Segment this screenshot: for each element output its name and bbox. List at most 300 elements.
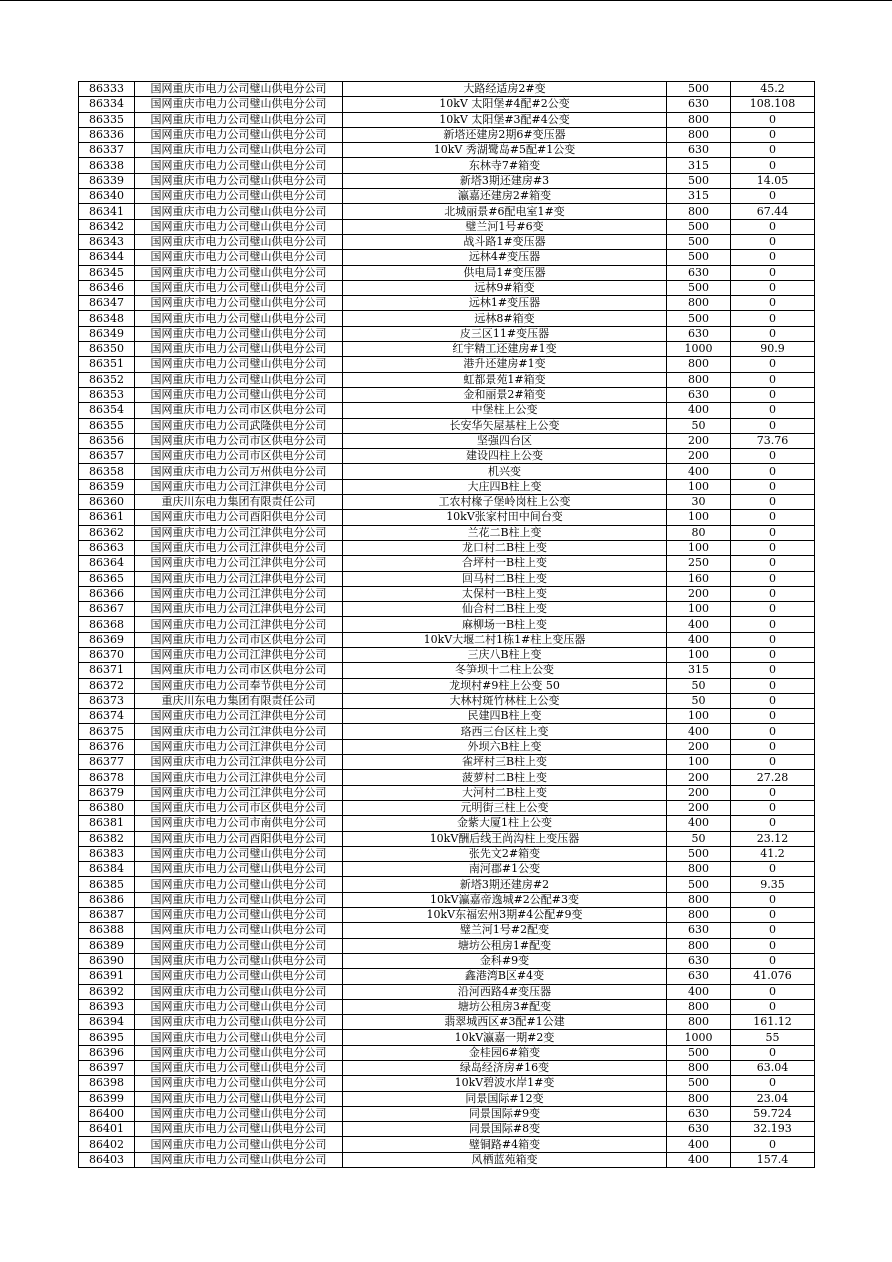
- cell-capacity: 630: [667, 969, 731, 984]
- cell-id: 86386: [79, 892, 135, 907]
- cell-transformer-name: 10kV碧波水岸1#变: [343, 1076, 667, 1091]
- cell-id: 86383: [79, 846, 135, 861]
- cell-company: 国网重庆市电力公司市区供电分公司: [135, 403, 343, 418]
- cell-transformer-name: 皮三区11#变压器: [343, 326, 667, 341]
- cell-transformer-name: 绿岛经济房#16变: [343, 1061, 667, 1076]
- cell-value: 0: [731, 709, 815, 724]
- cell-capacity: 200: [667, 739, 731, 754]
- cell-value: 0: [731, 586, 815, 601]
- cell-value: 0: [731, 189, 815, 204]
- cell-value: 0: [731, 617, 815, 632]
- table-row: [79, 357, 815, 372]
- cell-capacity: 100: [667, 755, 731, 770]
- cell-company: 国网重庆市电力公司江津供电分公司: [135, 479, 343, 494]
- cell-capacity: 800: [667, 204, 731, 219]
- cell-transformer-name: 远林4#变压器: [343, 250, 667, 265]
- cell-transformer-name: 战斗路1#变压器: [343, 234, 667, 249]
- cell-id: 86337: [79, 143, 135, 158]
- table-row: [79, 678, 815, 693]
- cell-value: 0: [731, 296, 815, 311]
- cell-id: 86369: [79, 632, 135, 647]
- cell-company: 国网重庆市电力公司江津供电分公司: [135, 602, 343, 617]
- cell-capacity: 800: [667, 908, 731, 923]
- cell-company: 国网重庆市电力公司江津供电分公司: [135, 556, 343, 571]
- cell-capacity: 400: [667, 617, 731, 632]
- cell-value: 0: [731, 449, 815, 464]
- cell-capacity: 500: [667, 877, 731, 892]
- cell-id: 86357: [79, 449, 135, 464]
- cell-company: 国网重庆市电力公司璧山供电分公司: [135, 234, 343, 249]
- table-row: [79, 296, 815, 311]
- table-row: [79, 540, 815, 555]
- cell-value: 0: [731, 999, 815, 1014]
- cell-transformer-name: 金桂园6#箱变: [343, 1045, 667, 1060]
- cell-value: 0: [731, 1045, 815, 1060]
- cell-transformer-name: 鑫港湾B区#4变: [343, 969, 667, 984]
- table-row: [79, 510, 815, 525]
- cell-value: 9.35: [731, 877, 815, 892]
- cell-company: 国网重庆市电力公司江津供电分公司: [135, 540, 343, 555]
- table-row: [79, 372, 815, 387]
- cell-transformer-name: 合坪村一B柱上变: [343, 556, 667, 571]
- cell-id: 86393: [79, 999, 135, 1014]
- top-rule: [0, 0, 892, 1]
- table-row: [79, 556, 815, 571]
- cell-company: 国网重庆市电力公司江津供电分公司: [135, 525, 343, 540]
- cell-transformer-name: 机兴变: [343, 464, 667, 479]
- cell-value: 0: [731, 525, 815, 540]
- cell-value: 157.4: [731, 1152, 815, 1167]
- cell-capacity: 630: [667, 326, 731, 341]
- cell-capacity: 400: [667, 816, 731, 831]
- table-row: [79, 1137, 815, 1152]
- cell-transformer-name: 龙口村二B柱上变: [343, 540, 667, 555]
- cell-transformer-name: 菠萝村二B柱上变: [343, 770, 667, 785]
- cell-capacity: 800: [667, 296, 731, 311]
- cell-value: 55: [731, 1030, 815, 1045]
- cell-capacity: 200: [667, 433, 731, 448]
- cell-transformer-name: 10kV东福宏州3期#4公配#9变: [343, 908, 667, 923]
- table-row: [79, 326, 815, 341]
- cell-id: 86381: [79, 816, 135, 831]
- cell-company: 国网重庆市电力公司璧山供电分公司: [135, 112, 343, 127]
- cell-capacity: 800: [667, 112, 731, 127]
- cell-id: 86363: [79, 540, 135, 555]
- cell-value: 0: [731, 540, 815, 555]
- table-row: [79, 908, 815, 923]
- table-row: [79, 800, 815, 815]
- cell-transformer-name: 大河村二B柱上变: [343, 785, 667, 800]
- cell-value: 59.724: [731, 1106, 815, 1121]
- cell-value: 90.9: [731, 342, 815, 357]
- cell-id: 86374: [79, 709, 135, 724]
- cell-capacity: 500: [667, 846, 731, 861]
- cell-value: 0: [731, 724, 815, 739]
- cell-company: 国网重庆市电力公司璧山供电分公司: [135, 1152, 343, 1167]
- cell-capacity: 160: [667, 571, 731, 586]
- cell-transformer-name: 长安华矢屋基柱上公变: [343, 418, 667, 433]
- cell-value: 73.76: [731, 433, 815, 448]
- cell-capacity: 400: [667, 984, 731, 999]
- cell-company: 国网重庆市电力公司江津供电分公司: [135, 571, 343, 586]
- cell-value: 27.28: [731, 770, 815, 785]
- cell-id: 86389: [79, 938, 135, 953]
- transformer-table: [78, 81, 815, 1168]
- cell-value: 67.44: [731, 204, 815, 219]
- cell-company: 重庆川东电力集团有限责任公司: [135, 495, 343, 510]
- cell-capacity: 200: [667, 800, 731, 815]
- cell-company: 国网重庆市电力公司奉节供电分公司: [135, 678, 343, 693]
- cell-id: 86401: [79, 1122, 135, 1137]
- cell-value: 41.076: [731, 969, 815, 984]
- cell-transformer-name: 沿河西路4#变压器: [343, 984, 667, 999]
- cell-transformer-name: 大林村斑竹林柱上公变: [343, 693, 667, 708]
- cell-company: 国网重庆市电力公司璧山供电分公司: [135, 1106, 343, 1121]
- cell-value: 0: [731, 234, 815, 249]
- cell-transformer-name: 港升还建房#1变: [343, 357, 667, 372]
- table-row: [79, 479, 815, 494]
- cell-transformer-name: 太保村一B柱上变: [343, 586, 667, 601]
- table-row: [79, 82, 815, 97]
- cell-company: 国网重庆市电力公司市南供电分公司: [135, 816, 343, 831]
- cell-company: 国网重庆市电力公司璧山供电分公司: [135, 1045, 343, 1060]
- table-row: [79, 663, 815, 678]
- cell-capacity: 100: [667, 602, 731, 617]
- cell-company: 国网重庆市电力公司璧山供电分公司: [135, 219, 343, 234]
- cell-value: 63.04: [731, 1061, 815, 1076]
- cell-company: 国网重庆市电力公司璧山供电分公司: [135, 862, 343, 877]
- cell-company: 国网重庆市电力公司璧山供电分公司: [135, 938, 343, 953]
- table-row: [79, 97, 815, 112]
- cell-capacity: 400: [667, 632, 731, 647]
- cell-id: 86375: [79, 724, 135, 739]
- cell-transformer-name: 新塔3期还建房#3: [343, 173, 667, 188]
- cell-company: 国网重庆市电力公司璧山供电分公司: [135, 1015, 343, 1030]
- cell-transformer-name: 璧兰河1号#6变: [343, 219, 667, 234]
- cell-id: 86368: [79, 617, 135, 632]
- cell-capacity: 500: [667, 1076, 731, 1091]
- cell-value: 23.12: [731, 831, 815, 846]
- cell-id: 86372: [79, 678, 135, 693]
- table-row: [79, 342, 815, 357]
- cell-capacity: 400: [667, 464, 731, 479]
- cell-transformer-name: 南河郡#1公变: [343, 862, 667, 877]
- cell-value: 0: [731, 647, 815, 662]
- cell-company: 国网重庆市电力公司酉阳供电分公司: [135, 510, 343, 525]
- cell-value: 108.108: [731, 97, 815, 112]
- cell-capacity: 630: [667, 923, 731, 938]
- cell-value: 0: [731, 938, 815, 953]
- cell-capacity: 315: [667, 158, 731, 173]
- cell-value: 45.2: [731, 82, 815, 97]
- cell-value: 0: [731, 372, 815, 387]
- cell-company: 国网重庆市电力公司江津供电分公司: [135, 724, 343, 739]
- cell-id: 86392: [79, 984, 135, 999]
- cell-transformer-name: 同景国际#8变: [343, 1122, 667, 1137]
- table-row: [79, 1045, 815, 1060]
- cell-id: 86385: [79, 877, 135, 892]
- cell-capacity: 800: [667, 372, 731, 387]
- table-row: [79, 953, 815, 968]
- cell-transformer-name: 东林寺7#箱变: [343, 158, 667, 173]
- table-row: [79, 127, 815, 142]
- cell-company: 国网重庆市电力公司武隆供电分公司: [135, 418, 343, 433]
- cell-capacity: 400: [667, 724, 731, 739]
- cell-transformer-name: 坚强四台区: [343, 433, 667, 448]
- cell-id: 86352: [79, 372, 135, 387]
- cell-value: 0: [731, 663, 815, 678]
- cell-company: 国网重庆市电力公司璧山供电分公司: [135, 189, 343, 204]
- cell-capacity: 630: [667, 1122, 731, 1137]
- cell-id: 86388: [79, 923, 135, 938]
- cell-capacity: 800: [667, 127, 731, 142]
- cell-id: 86349: [79, 326, 135, 341]
- cell-company: 国网重庆市电力公司璧山供电分公司: [135, 265, 343, 280]
- table-row: [79, 999, 815, 1014]
- cell-value: 0: [731, 923, 815, 938]
- cell-id: 86343: [79, 234, 135, 249]
- cell-id: 86345: [79, 265, 135, 280]
- cell-capacity: 400: [667, 403, 731, 418]
- cell-id: 86346: [79, 280, 135, 295]
- cell-value: 0: [731, 280, 815, 295]
- cell-value: 0: [731, 265, 815, 280]
- cell-transformer-name: 璧铜路#4箱变: [343, 1137, 667, 1152]
- cell-capacity: 800: [667, 357, 731, 372]
- cell-value: 0: [731, 127, 815, 142]
- cell-transformer-name: 新塔还建房2期6#变压器: [343, 127, 667, 142]
- cell-capacity: 800: [667, 1015, 731, 1030]
- cell-company: 重庆川东电力集团有限责任公司: [135, 693, 343, 708]
- cell-transformer-name: 三庆八B柱上变: [343, 647, 667, 662]
- cell-company: 国网重庆市电力公司璧山供电分公司: [135, 204, 343, 219]
- cell-value: 14.05: [731, 173, 815, 188]
- table-row: [79, 1015, 815, 1030]
- cell-id: 86395: [79, 1030, 135, 1045]
- cell-capacity: 500: [667, 219, 731, 234]
- cell-capacity: 500: [667, 250, 731, 265]
- cell-company: 国网重庆市电力公司江津供电分公司: [135, 739, 343, 754]
- cell-capacity: 630: [667, 143, 731, 158]
- cell-value: 41.2: [731, 846, 815, 861]
- table-row: [79, 143, 815, 158]
- cell-value: 0: [731, 632, 815, 647]
- cell-id: 86351: [79, 357, 135, 372]
- cell-id: 86347: [79, 296, 135, 311]
- cell-id: 86348: [79, 311, 135, 326]
- cell-value: 0: [731, 755, 815, 770]
- cell-id: 86378: [79, 770, 135, 785]
- cell-transformer-name: 兰花二B柱上变: [343, 525, 667, 540]
- cell-id: 86370: [79, 647, 135, 662]
- table-row: [79, 647, 815, 662]
- cell-value: 0: [731, 143, 815, 158]
- cell-company: 国网重庆市电力公司璧山供电分公司: [135, 311, 343, 326]
- cell-capacity: 800: [667, 892, 731, 907]
- cell-capacity: 315: [667, 189, 731, 204]
- cell-transformer-name: 大路经适房2#变: [343, 82, 667, 97]
- table-row: [79, 617, 815, 632]
- table-row: [79, 387, 815, 402]
- cell-capacity: 100: [667, 510, 731, 525]
- cell-transformer-name: 龙坝村#9柱上公变 50: [343, 678, 667, 693]
- table-row: [79, 816, 815, 831]
- cell-id: 86355: [79, 418, 135, 433]
- cell-transformer-name: 璧兰河1号#2配变: [343, 923, 667, 938]
- cell-transformer-name: 金紫大厦1柱上公变: [343, 816, 667, 831]
- cell-id: 86340: [79, 189, 135, 204]
- cell-capacity: 400: [667, 1137, 731, 1152]
- cell-capacity: 200: [667, 770, 731, 785]
- cell-capacity: 250: [667, 556, 731, 571]
- table-row: [79, 632, 815, 647]
- cell-id: 86390: [79, 953, 135, 968]
- cell-company: 国网重庆市电力公司璧山供电分公司: [135, 387, 343, 402]
- table-row: [79, 1152, 815, 1167]
- cell-capacity: 800: [667, 999, 731, 1014]
- cell-company: 国网重庆市电力公司璧山供电分公司: [135, 999, 343, 1014]
- cell-value: 0: [731, 800, 815, 815]
- cell-transformer-name: 新塔3期还建房#2: [343, 877, 667, 892]
- cell-company: 国网重庆市电力公司江津供电分公司: [135, 709, 343, 724]
- cell-id: 86400: [79, 1106, 135, 1121]
- table-row: [79, 204, 815, 219]
- cell-transformer-name: 10kV瀛嘉一期#2变: [343, 1030, 667, 1045]
- table-row: [79, 265, 815, 280]
- table-row: [79, 693, 815, 708]
- cell-id: 86402: [79, 1137, 135, 1152]
- cell-company: 国网重庆市电力公司璧山供电分公司: [135, 143, 343, 158]
- cell-id: 86380: [79, 800, 135, 815]
- table-row: [79, 785, 815, 800]
- table-row: [79, 449, 815, 464]
- cell-capacity: 200: [667, 449, 731, 464]
- table-row: [79, 158, 815, 173]
- cell-value: 0: [731, 678, 815, 693]
- cell-transformer-name: 10kV 太阳堡#3配#4公变: [343, 112, 667, 127]
- cell-id: 86367: [79, 602, 135, 617]
- cell-id: 86334: [79, 97, 135, 112]
- cell-company: 国网重庆市电力公司璧山供电分公司: [135, 1030, 343, 1045]
- cell-company: 国网重庆市电力公司璧山供电分公司: [135, 173, 343, 188]
- cell-capacity: 800: [667, 1061, 731, 1076]
- cell-id: 86359: [79, 479, 135, 494]
- cell-value: 0: [731, 326, 815, 341]
- cell-id: 86358: [79, 464, 135, 479]
- cell-transformer-name: 建设四柱上公变: [343, 449, 667, 464]
- cell-id: 86373: [79, 693, 135, 708]
- cell-capacity: 400: [667, 1152, 731, 1167]
- cell-value: 0: [731, 158, 815, 173]
- cell-id: 86365: [79, 571, 135, 586]
- cell-id: 86379: [79, 785, 135, 800]
- cell-company: 国网重庆市电力公司璧山供电分公司: [135, 342, 343, 357]
- cell-capacity: 50: [667, 418, 731, 433]
- cell-transformer-name: 冬笋坝十二柱上公变: [343, 663, 667, 678]
- cell-transformer-name: 10kV大堰二村1栋1#柱上变压器: [343, 632, 667, 647]
- cell-company: 国网重庆市电力公司璧山供电分公司: [135, 127, 343, 142]
- cell-value: 0: [731, 816, 815, 831]
- cell-id: 86336: [79, 127, 135, 142]
- cell-value: 0: [731, 387, 815, 402]
- cell-id: 86333: [79, 82, 135, 97]
- table-row: [79, 433, 815, 448]
- cell-company: 国网重庆市电力公司江津供电分公司: [135, 586, 343, 601]
- cell-transformer-name: 远林8#箱变: [343, 311, 667, 326]
- table-row: [79, 464, 815, 479]
- table-row: [79, 112, 815, 127]
- cell-company: 国网重庆市电力公司江津供电分公司: [135, 770, 343, 785]
- cell-capacity: 630: [667, 265, 731, 280]
- cell-company: 国网重庆市电力公司璧山供电分公司: [135, 1076, 343, 1091]
- cell-capacity: 80: [667, 525, 731, 540]
- cell-company: 国网重庆市电力公司璧山供电分公司: [135, 372, 343, 387]
- cell-id: 86366: [79, 586, 135, 601]
- cell-value: 0: [731, 739, 815, 754]
- cell-transformer-name: 麻柳场一B柱上变: [343, 617, 667, 632]
- cell-id: 86399: [79, 1091, 135, 1106]
- cell-company: 国网重庆市电力公司市区供电分公司: [135, 433, 343, 448]
- cell-capacity: 100: [667, 479, 731, 494]
- cell-id: 86353: [79, 387, 135, 402]
- cell-value: 0: [731, 311, 815, 326]
- cell-transformer-name: 回马村二B柱上变: [343, 571, 667, 586]
- cell-transformer-name: 远林9#箱变: [343, 280, 667, 295]
- cell-company: 国网重庆市电力公司江津供电分公司: [135, 755, 343, 770]
- cell-company: 国网重庆市电力公司璧山供电分公司: [135, 969, 343, 984]
- cell-id: 86342: [79, 219, 135, 234]
- cell-id: 86361: [79, 510, 135, 525]
- cell-capacity: 100: [667, 709, 731, 724]
- cell-id: 86350: [79, 342, 135, 357]
- cell-company: 国网重庆市电力公司市区供电分公司: [135, 632, 343, 647]
- cell-company: 国网重庆市电力公司璧山供电分公司: [135, 1061, 343, 1076]
- table-row: [79, 189, 815, 204]
- cell-value: 0: [731, 357, 815, 372]
- table-row: [79, 571, 815, 586]
- cell-transformer-name: 珞西三台区柱上变: [343, 724, 667, 739]
- cell-id: 86371: [79, 663, 135, 678]
- table-row: [79, 1061, 815, 1076]
- cell-value: 0: [731, 953, 815, 968]
- cell-capacity: 800: [667, 862, 731, 877]
- table-row: [79, 755, 815, 770]
- cell-capacity: 500: [667, 82, 731, 97]
- table-row: [79, 1030, 815, 1045]
- cell-company: 国网重庆市电力公司璧山供电分公司: [135, 908, 343, 923]
- cell-id: 86338: [79, 158, 135, 173]
- table-row: [79, 525, 815, 540]
- cell-capacity: 500: [667, 234, 731, 249]
- cell-id: 86377: [79, 755, 135, 770]
- cell-transformer-name: 中堡柱上公变: [343, 403, 667, 418]
- cell-transformer-name: 民建四B柱上变: [343, 709, 667, 724]
- table-body: [79, 82, 815, 1168]
- cell-company: 国网重庆市电力公司璧山供电分公司: [135, 326, 343, 341]
- cell-transformer-name: 同景国际#12变: [343, 1091, 667, 1106]
- table-row: [79, 1122, 815, 1137]
- cell-id: 86398: [79, 1076, 135, 1091]
- table-row: [79, 984, 815, 999]
- cell-id: 86354: [79, 403, 135, 418]
- cell-value: 0: [731, 112, 815, 127]
- cell-transformer-name: 红宇精工还建房#1变: [343, 342, 667, 357]
- cell-company: 国网重庆市电力公司璧山供电分公司: [135, 1122, 343, 1137]
- cell-id: 86356: [79, 433, 135, 448]
- cell-value: 0: [731, 479, 815, 494]
- cell-company: 国网重庆市电力公司璧山供电分公司: [135, 923, 343, 938]
- cell-transformer-name: 外坝六B柱上变: [343, 739, 667, 754]
